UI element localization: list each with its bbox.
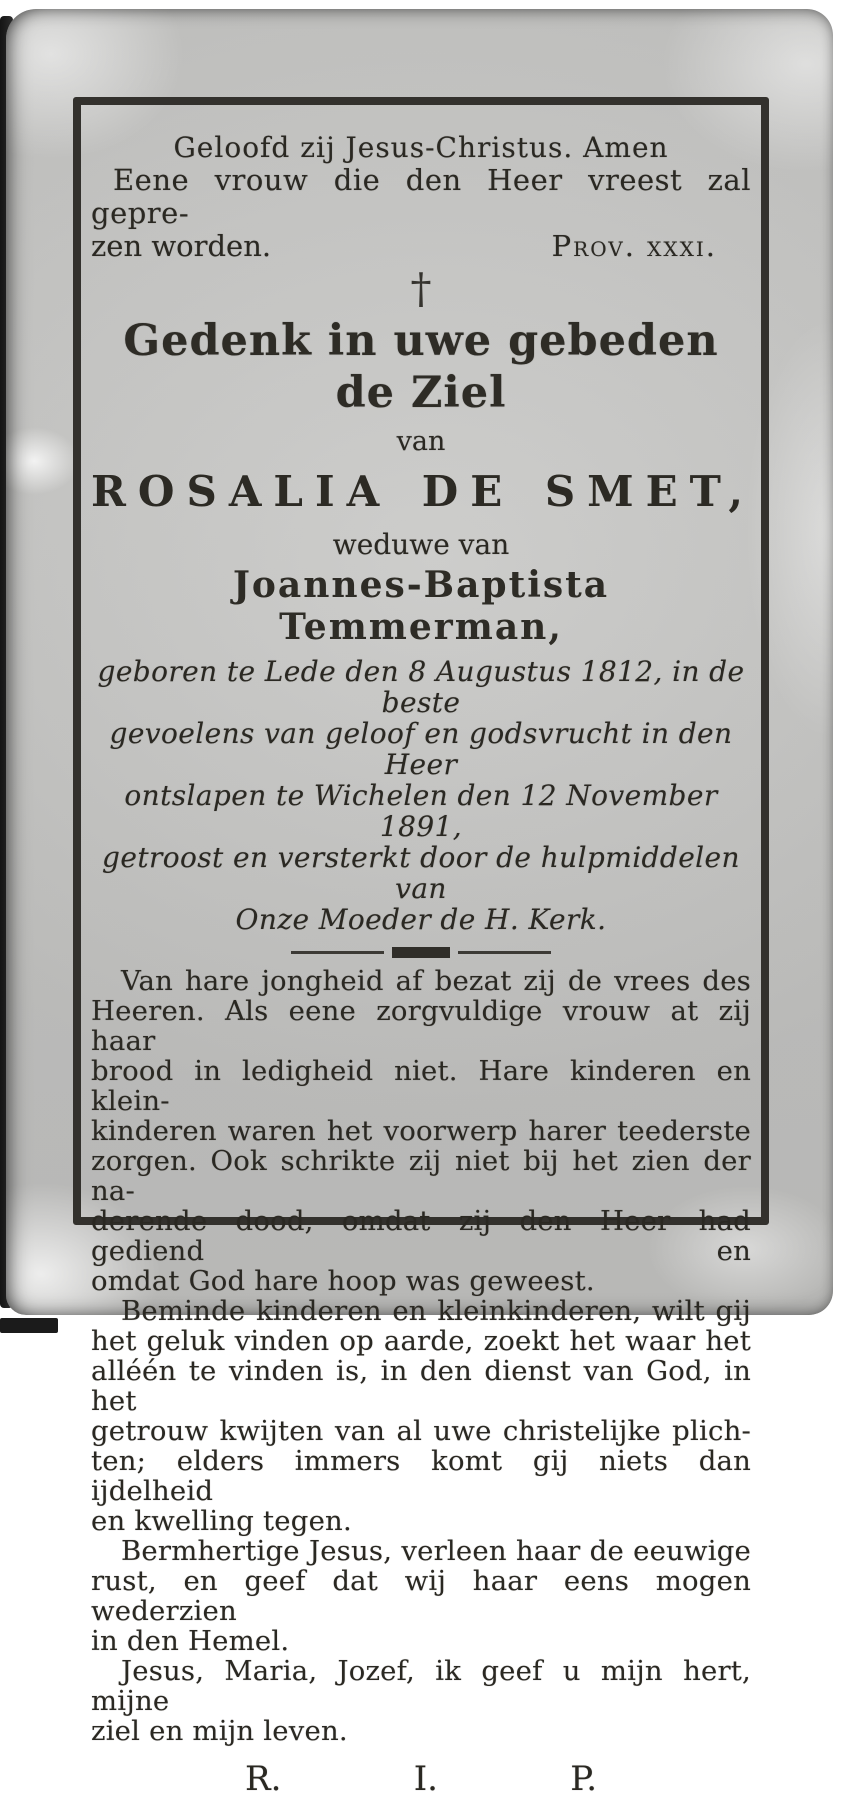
spouse-name: Joannes-Baptista Temmerman, — [232, 564, 610, 648]
divider-line-left — [291, 951, 384, 954]
text-line: Jesus, Maria, Jozef, ik geef u mijn hert, mijne — [91, 1655, 751, 1717]
text-line: gevoelens van geloof en godsvrucht in den Heer — [109, 717, 733, 781]
latin-cross-icon: † — [410, 264, 432, 313]
text-line: ziel en mijn leven. — [91, 1715, 348, 1747]
text-line: ten; elders immers komt gij niets dan ijdelheid — [91, 1445, 751, 1507]
text-line: derende dood, omdat zij den Heer had gediend en — [91, 1205, 751, 1267]
paragraph-children-advice — [91, 1296, 751, 1536]
text-line: Van hare jongheid af bezat zij de vrees des — [121, 965, 751, 997]
memorial-card — [6, 9, 833, 1799]
text-line: kinderen waren het voorwerp harer teederste — [91, 1115, 751, 1147]
text-line: zorgen. Ook schrikte zij niet bij het zien der na- — [91, 1145, 751, 1207]
divider-line-right — [458, 951, 551, 954]
text-line: en kwelling tegen. — [91, 1505, 352, 1537]
paragraph-jesus-maria-jozef — [91, 1656, 751, 1746]
text-line: ontslapen te Wichelen den 12 November 1891, — [124, 779, 718, 843]
rip-p: P. — [570, 1759, 597, 1799]
text-line: Bermhertige Jesus, verleen haar de eeuwige — [121, 1535, 751, 1567]
epigraph-line-3 — [91, 230, 751, 263]
text-line: Onze Moeder de H. Kerk. — [235, 903, 607, 936]
rip-line — [245, 1760, 597, 1798]
text-line: brood in ledigheid niet. Hare kinderen en klein- — [91, 1055, 751, 1117]
scripture-reference: Prov. xxxi. — [551, 229, 717, 263]
relation-label: weduwe van — [332, 528, 510, 561]
text-line: getroost en versterkt door de hulpmiddelen van — [102, 841, 740, 905]
divider-center-block — [392, 947, 450, 958]
rip-i: I. — [413, 1759, 438, 1799]
text-line: rust, en geef dat wij haar eens mogen wederzien — [91, 1565, 751, 1627]
text-line: getrouw kwijten van al uwe christelijke plich- — [91, 1415, 751, 1447]
epigraph-line-1: Geloofd zij Jesus-Christus. Amen — [173, 131, 669, 164]
section-divider — [291, 947, 551, 958]
text-line: Beminde kinderen en kleinkinderen, wilt gij — [121, 1295, 751, 1327]
text-line: Heeren. Als eene zorgvuldige vrouw at zij haar — [91, 995, 751, 1057]
text-line: omdat God hare hoop was geweest. — [91, 1265, 595, 1297]
text-line: het geluk vinden op aarde, zoekt het waar het — [91, 1325, 751, 1357]
heading-of-word: van — [396, 426, 446, 457]
scanner-edge-fragment — [0, 1318, 58, 1333]
text-line: in den Hemel. — [91, 1625, 290, 1657]
vita-block — [91, 656, 751, 935]
paragraph-prayer-rest — [91, 1536, 751, 1656]
paragraph-youth — [91, 966, 751, 1296]
printed-border-frame — [73, 97, 769, 1799]
epigraph-line-2: Eene vrouw die den Heer vreest zal gepre- — [91, 163, 751, 230]
blackletter-heading: Gedenk in uwe gebeden de Ziel — [123, 316, 719, 418]
text-line: alléén te vinden is, in den dienst van God, in het — [91, 1355, 751, 1417]
text-line: geboren te Lede den 8 Augustus 1812, in de beste — [97, 655, 745, 719]
epigraph-line-3-left: zen worden. — [91, 229, 272, 263]
rip-r: R. — [245, 1759, 282, 1799]
deceased-name: ROSALIA DE SMET, — [91, 467, 755, 516]
